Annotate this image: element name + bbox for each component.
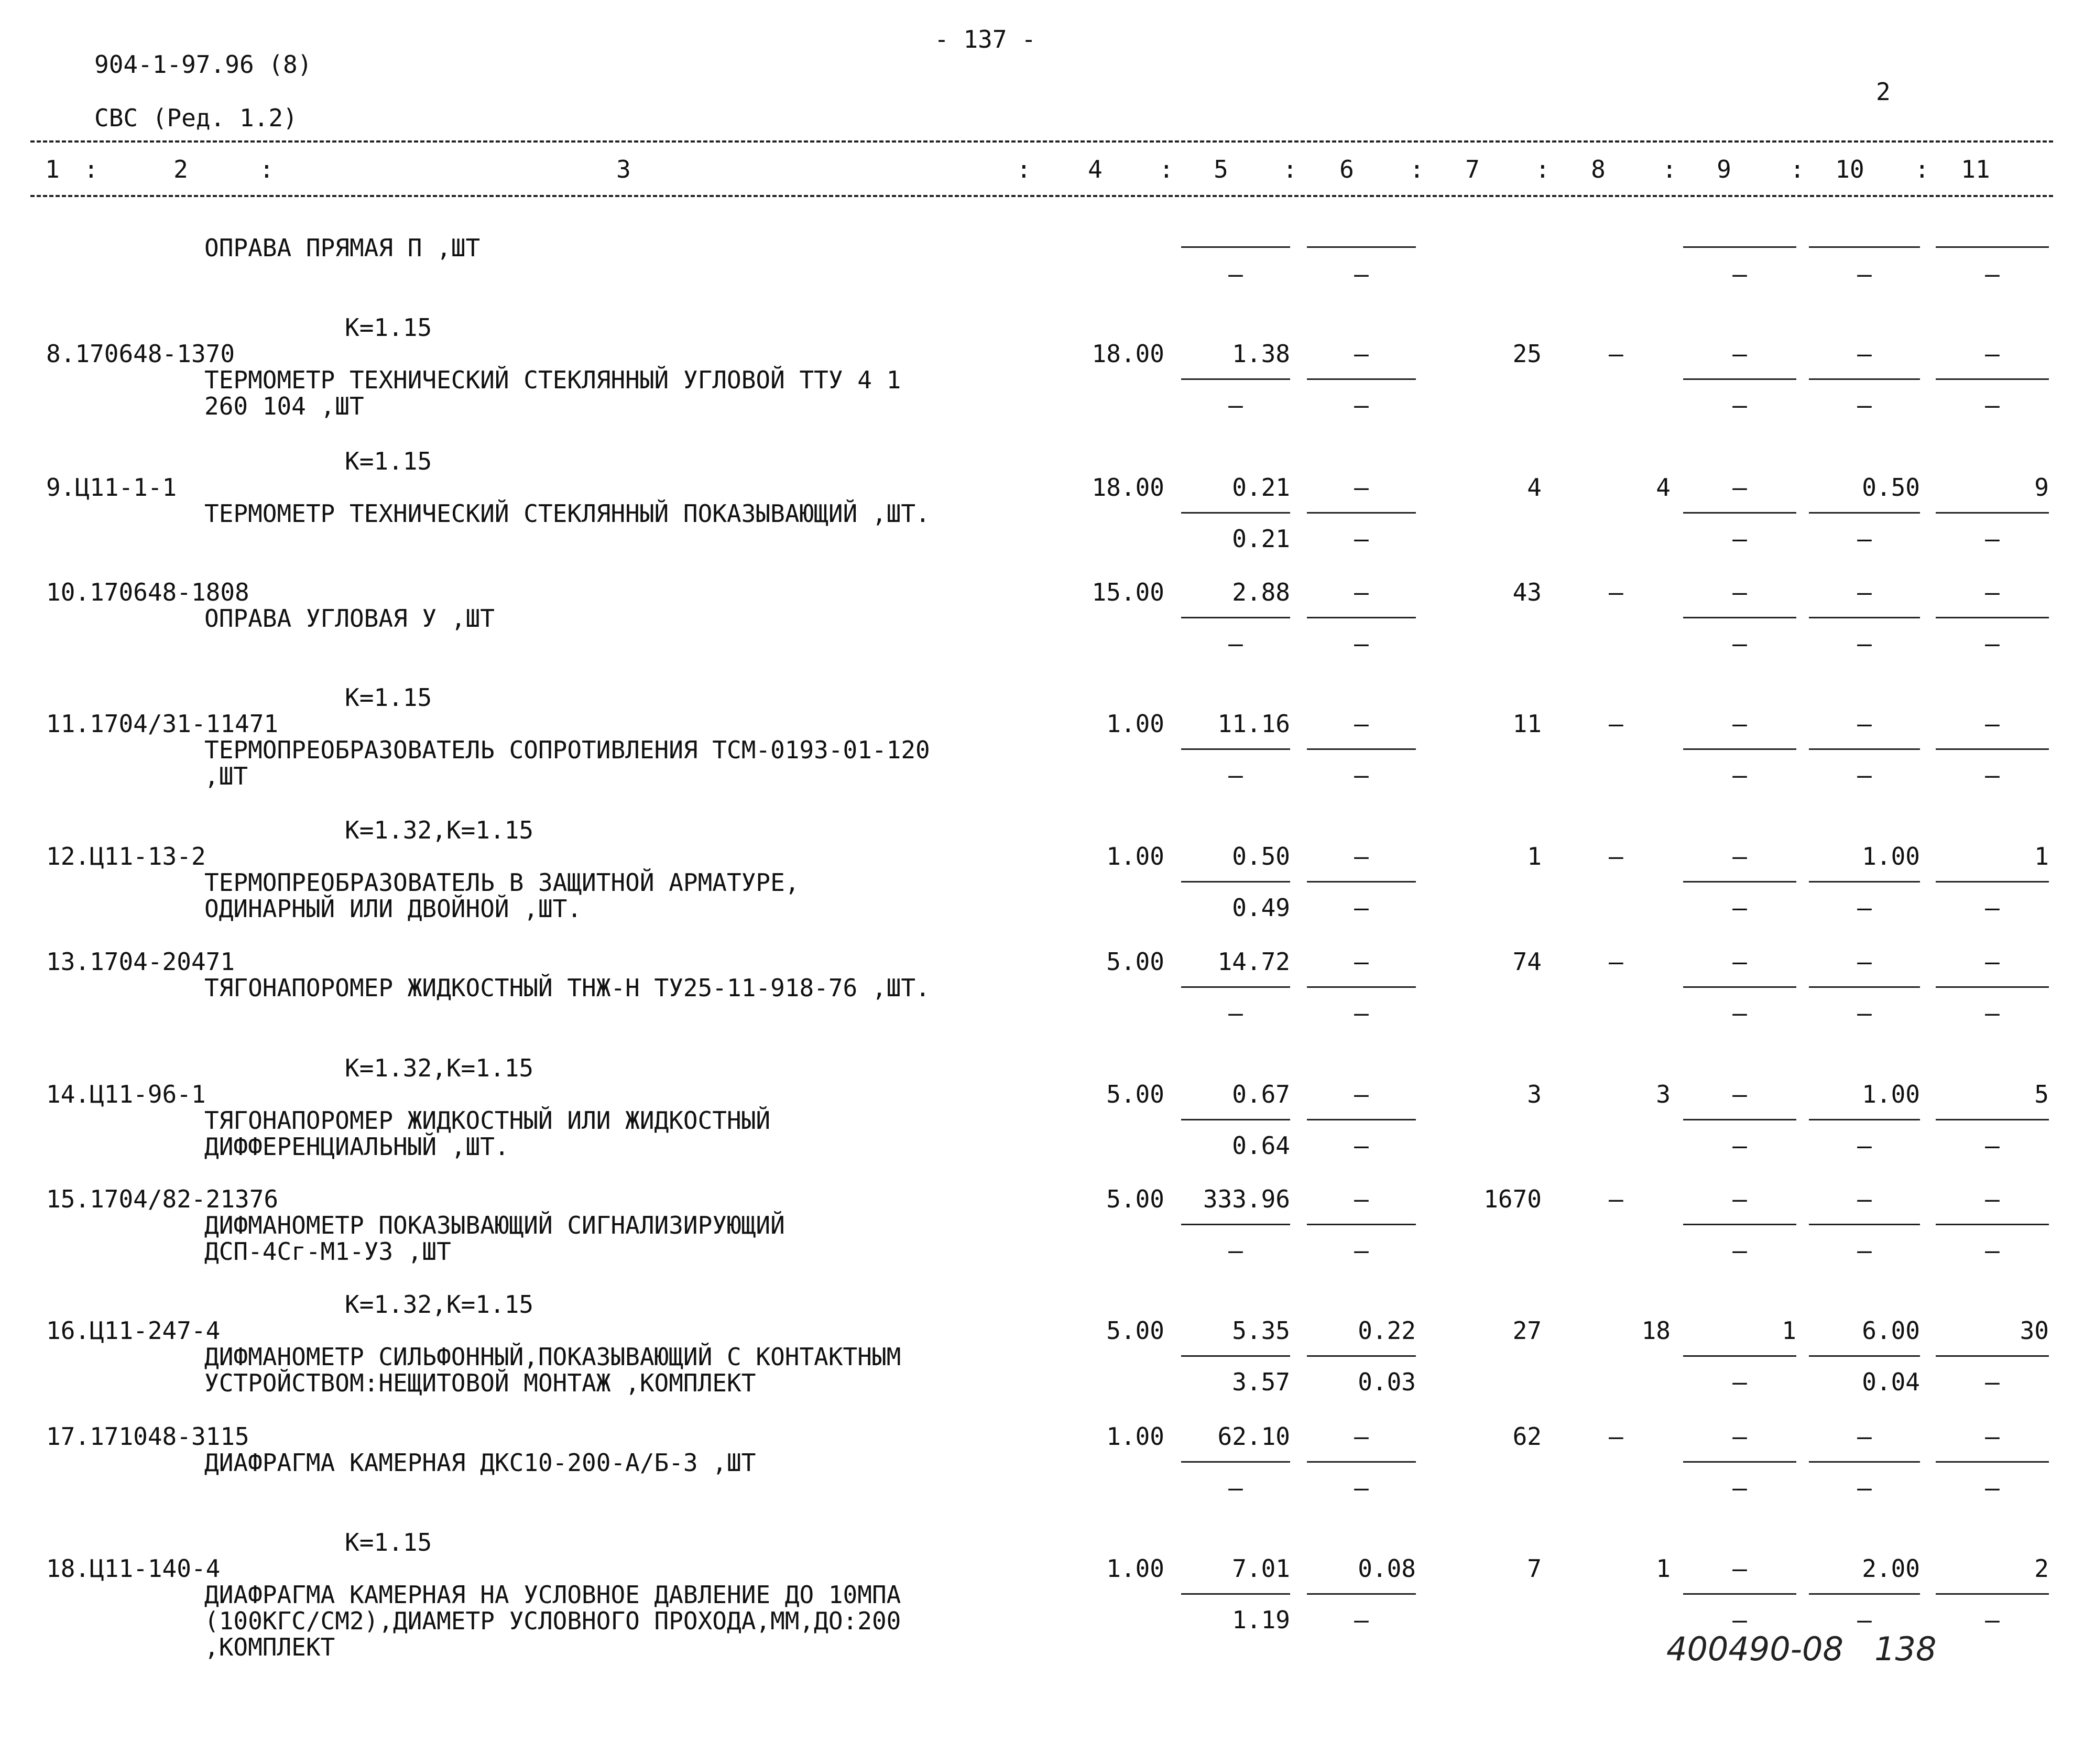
col7-value: 25 [1512, 340, 1542, 368]
fraction-rule [1809, 881, 1920, 883]
col10-value: – [1857, 1422, 1872, 1451]
col8-value: – [1609, 1185, 1623, 1213]
fraction-rule [1181, 1593, 1290, 1595]
quantity-value: 5.00 [1106, 1185, 1164, 1213]
fraction-rule [1307, 246, 1416, 248]
col10-lower-value: – [1857, 1474, 1872, 1502]
col6-lower-value: – [1354, 1474, 1369, 1502]
col11-value: 9 [2034, 473, 2049, 502]
row-description-line: ,ШТ [204, 762, 248, 790]
col10-value: 1.00 [1862, 842, 1920, 870]
column-separator: : [1790, 155, 1805, 183]
row-description-line: ,КОМПЛЕКТ [204, 1633, 335, 1661]
fraction-rule [1181, 512, 1290, 514]
quantity-value: 1.00 [1106, 1554, 1164, 1583]
col6-value: – [1354, 948, 1369, 976]
row-description-line: ОПРАВА УГЛОВАЯ У ,ШТ [204, 604, 495, 633]
continued-item-lower-value: – [1732, 260, 1747, 288]
row-coefficient: К=1.15 [345, 447, 432, 475]
col6-value: – [1354, 1185, 1369, 1213]
row-code: 14.Ц11-96-1 [46, 1080, 206, 1108]
col6-lower-value: 0.03 [1358, 1368, 1416, 1396]
column-separator: : [1662, 155, 1677, 183]
col6-value: 0.08 [1358, 1554, 1416, 1583]
row-description-line: ДИФМАНОМЕТР ПОКАЗЫВАЮЩИЙ СИГНАЛИЗИРУЮЩИЙ [204, 1211, 785, 1239]
column-header-2: 2 [173, 155, 188, 183]
col6-value: – [1354, 340, 1369, 368]
fraction-rule [1936, 617, 2049, 618]
doc-code: 904-1-97.96 (8) [94, 50, 312, 79]
col11-lower-value: – [1985, 1368, 2000, 1396]
column-header-5: 5 [1214, 155, 1228, 183]
column-header-10: 10 [1835, 155, 1864, 183]
col7-value: 7 [1527, 1554, 1542, 1583]
row-description-line: ДИАФРАГМА КАМЕРНАЯ НА УСЛОВНОЕ ДАВЛЕНИЕ ДО 10МПА [204, 1581, 901, 1609]
handwritten-note: 400490-08 138 [1666, 1630, 1937, 1668]
col6-lower-value: – [1354, 629, 1369, 658]
col6-lower-value: – [1354, 999, 1369, 1027]
row-code: 11.1704/31-11471 [46, 710, 279, 738]
col9-lower-value: – [1732, 1368, 1747, 1396]
fraction-rule [1809, 1355, 1920, 1357]
col6-value: – [1354, 842, 1369, 870]
fraction-rule [1683, 512, 1796, 514]
fraction-rule [1683, 1593, 1796, 1595]
col5-lower-value: – [1228, 629, 1243, 658]
col5-value: 14.72 [1217, 948, 1290, 976]
fraction-rule [1181, 1355, 1290, 1357]
row-description-line: ОДИНАРНЫЙ ИЛИ ДВОЙНОЙ ,ШТ. [204, 895, 582, 923]
col9-value: – [1732, 948, 1747, 976]
fraction-rule [1809, 378, 1920, 380]
fraction-rule [1683, 881, 1796, 883]
col10-lower-value: – [1857, 1236, 1872, 1265]
column-header-11: 11 [1961, 155, 1990, 183]
col11-lower-value: – [1985, 999, 2000, 1027]
fraction-rule [1683, 246, 1796, 248]
fraction-rule [1307, 986, 1416, 988]
col9-lower-value: – [1732, 894, 1747, 922]
row-coefficient: К=1.15 [345, 1528, 432, 1556]
header-bottom-rule [30, 195, 2053, 197]
quantity-value: 15.00 [1092, 578, 1164, 606]
col7-value: 62 [1512, 1422, 1542, 1451]
continued-item-name: ОПРАВА ПРЯМАЯ П ,ШТ [204, 234, 481, 262]
fraction-rule [1936, 881, 2049, 883]
quantity-value: 1.00 [1106, 842, 1164, 870]
col7-value: 3 [1527, 1080, 1542, 1108]
fraction-rule [1809, 246, 1920, 248]
col11-lower-value: – [1985, 1606, 2000, 1634]
col7-value: 74 [1512, 948, 1542, 976]
column-separator: : [1017, 155, 1031, 183]
row-description-line: ТЕРМОПРЕОБРАЗОВАТЕЛЬ СОПРОТИВЛЕНИЯ ТСМ-0193-01-120 [204, 736, 930, 764]
col11-lower-value: – [1985, 391, 2000, 419]
col5-value: 5.35 [1232, 1316, 1290, 1345]
fraction-rule [1307, 1461, 1416, 1463]
col8-value: 4 [1656, 473, 1671, 502]
column-separator: : [84, 155, 99, 183]
row-description-line: ТЯГОНАПОРОМЕР ЖИДКОСТНЫЙ ИЛИ ЖИДКОСТНЫЙ [204, 1106, 771, 1135]
fraction-rule [1936, 512, 2049, 514]
fraction-rule [1307, 1593, 1416, 1595]
fraction-rule [1307, 617, 1416, 618]
row-description-line: ДСП-4Сг-М1-УЗ ,ШТ [204, 1237, 451, 1266]
col9-lower-value: – [1732, 629, 1747, 658]
continued-item-lower-value: – [1228, 260, 1243, 288]
row-code: 9.Ц11-1-1 [46, 473, 177, 502]
row-coefficient: К=1.15 [345, 683, 432, 712]
col11-lower-value: – [1985, 1131, 2000, 1160]
fraction-rule [1181, 1224, 1290, 1225]
col8-value: 3 [1656, 1080, 1671, 1108]
row-description-line: ДИФМАНОМЕТР СИЛЬФОННЫЙ,ПОКАЗЫВАЮЩИЙ С КОНТАКТНЫМ [204, 1343, 901, 1371]
col5-value: 0.21 [1232, 473, 1290, 502]
col6-value: – [1354, 710, 1369, 738]
fraction-rule [1181, 617, 1290, 618]
fraction-rule [1809, 986, 1920, 988]
column-separator: : [259, 155, 274, 183]
fraction-rule [1809, 512, 1920, 514]
col9-lower-value: – [1732, 391, 1747, 419]
continued-item-lower-value: – [1354, 260, 1369, 288]
column-header-9: 9 [1717, 155, 1731, 183]
quantity-value: 18.00 [1092, 473, 1164, 502]
col11-value: – [1985, 948, 2000, 976]
col5-lower-value: – [1228, 1474, 1243, 1502]
col6-lower-value: – [1354, 1131, 1369, 1160]
col8-value: 18 [1641, 1316, 1671, 1345]
col5-lower-value: 0.64 [1232, 1131, 1290, 1160]
col9-value: – [1732, 578, 1747, 606]
col5-value: 7.01 [1232, 1554, 1290, 1583]
col11-lower-value: – [1985, 525, 2000, 553]
fraction-rule [1307, 512, 1416, 514]
col6-value: – [1354, 1080, 1369, 1108]
fraction-rule [1181, 378, 1290, 380]
col6-lower-value: – [1354, 525, 1369, 553]
header-top-rule [30, 140, 2053, 143]
col6-lower-value: – [1354, 391, 1369, 419]
col6-lower-value: – [1354, 761, 1369, 789]
row-code: 16.Ц11-247-4 [46, 1316, 221, 1345]
fraction-rule [1307, 378, 1416, 380]
fraction-rule [1307, 1355, 1416, 1357]
col11-lower-value: – [1985, 1236, 2000, 1265]
col11-value: – [1985, 1422, 2000, 1451]
row-coefficient: К=1.32,К=1.15 [345, 1054, 534, 1082]
col9-value: – [1732, 710, 1747, 738]
fraction-rule [1683, 748, 1796, 750]
row-description-line: ДИФФЕРЕНЦИАЛЬНЫЙ ,ШТ. [204, 1133, 509, 1161]
col9-value: – [1732, 340, 1747, 368]
col5-lower-value: 3.57 [1232, 1368, 1290, 1396]
col10-lower-value: – [1857, 525, 1872, 553]
fraction-rule [1683, 1224, 1796, 1225]
col10-lower-value: – [1857, 999, 1872, 1027]
col11-value: 30 [2020, 1316, 2049, 1345]
row-code: 15.1704/82-21376 [46, 1185, 279, 1213]
fraction-rule [1809, 748, 1920, 750]
fraction-rule [1181, 1119, 1290, 1120]
row-code: 17.171048-3115 [46, 1422, 249, 1451]
col6-lower-value: – [1354, 1606, 1369, 1634]
col8-value: 1 [1656, 1554, 1671, 1583]
fraction-rule [1683, 1461, 1796, 1463]
column-separator: : [1283, 155, 1297, 183]
fraction-rule [1809, 1119, 1920, 1120]
doc-edition: СВС (Ред. 1.2) [94, 104, 298, 132]
row-coefficient: К=1.15 [345, 313, 432, 342]
col6-value: – [1354, 578, 1369, 606]
fraction-rule [1936, 1355, 2049, 1357]
col10-lower-value: – [1857, 391, 1872, 419]
column-separator: : [1159, 155, 1174, 183]
column-header-3: 3 [616, 155, 631, 183]
fraction-rule [1809, 617, 1920, 618]
col5-value: 333.96 [1203, 1185, 1290, 1213]
col6-value: – [1354, 1422, 1369, 1451]
col5-lower-value: 0.49 [1232, 894, 1290, 922]
col7-value: 11 [1512, 710, 1542, 738]
col11-value: – [1985, 578, 2000, 606]
col9-lower-value: – [1732, 999, 1747, 1027]
quantity-value: 5.00 [1106, 948, 1164, 976]
col10-value: 6.00 [1862, 1316, 1920, 1345]
fraction-rule [1936, 1224, 2049, 1225]
fraction-rule [1307, 1224, 1416, 1225]
fraction-rule [1809, 1224, 1920, 1225]
col11-lower-value: – [1985, 894, 2000, 922]
col10-value: 0.50 [1862, 473, 1920, 502]
col7-value: 43 [1512, 578, 1542, 606]
fraction-rule [1683, 1355, 1796, 1357]
col7-value: 1 [1527, 842, 1542, 870]
fraction-rule [1683, 378, 1796, 380]
col10-value: – [1857, 710, 1872, 738]
col11-lower-value: – [1985, 761, 2000, 789]
fraction-rule [1936, 246, 2049, 248]
col9-lower-value: – [1732, 1474, 1747, 1502]
fraction-rule [1936, 986, 2049, 988]
col8-value: – [1609, 842, 1623, 870]
quantity-value: 1.00 [1106, 1422, 1164, 1451]
col11-lower-value: – [1985, 1474, 2000, 1502]
row-description-line: УСТРОЙСТВОМ:НЕЩИТОВОЙ МОНТАЖ ,КОМПЛЕКТ [204, 1369, 756, 1397]
col9-value: – [1732, 1185, 1747, 1213]
col10-lower-value: – [1857, 629, 1872, 658]
col8-value: – [1609, 340, 1623, 368]
col5-value: 2.88 [1232, 578, 1290, 606]
col9-lower-value: – [1732, 525, 1747, 553]
quantity-value: 1.00 [1106, 710, 1164, 738]
row-code: 10.170648-1808 [46, 578, 249, 606]
fraction-rule [1809, 1461, 1920, 1463]
col5-value: 62.10 [1217, 1422, 1290, 1451]
column-header-8: 8 [1591, 155, 1606, 183]
col8-value: – [1609, 1422, 1623, 1451]
col11-value: – [1985, 710, 2000, 738]
col10-value: – [1857, 948, 1872, 976]
col9-lower-value: – [1732, 761, 1747, 789]
fraction-rule [1307, 1119, 1416, 1120]
col10-value: – [1857, 578, 1872, 606]
fraction-rule [1936, 1461, 2049, 1463]
fraction-rule [1936, 748, 2049, 750]
col5-value: 11.16 [1217, 710, 1290, 738]
fraction-rule [1307, 748, 1416, 750]
fraction-rule [1683, 617, 1796, 618]
row-description-line: ТЕРМОМЕТР ТЕХНИЧЕСКИЙ СТЕКЛЯННЫЙ ПОКАЗЫВАЮЩИЙ ,ШТ. [204, 499, 930, 528]
col11-value: 2 [2034, 1554, 2049, 1583]
col5-lower-value: 0.21 [1232, 525, 1290, 553]
fraction-rule [1181, 986, 1290, 988]
col10-value: 2.00 [1862, 1554, 1920, 1583]
col11-value: 1 [2034, 842, 2049, 870]
col11-value: – [1985, 1185, 2000, 1213]
col9-value: 1 [1782, 1316, 1796, 1345]
col5-lower-value: – [1228, 1236, 1243, 1265]
fraction-rule [1307, 881, 1416, 883]
col5-lower-value: – [1228, 391, 1243, 419]
col9-value: – [1732, 1554, 1747, 1583]
col5-lower-value: 1.19 [1232, 1606, 1290, 1634]
fraction-rule [1936, 378, 2049, 380]
col5-value: 0.50 [1232, 842, 1290, 870]
fraction-rule [1936, 1593, 2049, 1595]
col9-lower-value: – [1732, 1236, 1747, 1265]
col10-lower-value: – [1857, 761, 1872, 789]
col5-lower-value: – [1228, 999, 1243, 1027]
col5-value: 0.67 [1232, 1080, 1290, 1108]
row-code: 18.Ц11-140-4 [46, 1554, 221, 1583]
col9-value: – [1732, 473, 1747, 502]
column-header-4: 4 [1088, 155, 1103, 183]
col9-lower-value: – [1732, 1131, 1747, 1160]
col10-lower-value: – [1857, 1606, 1872, 1634]
col10-value: – [1857, 1185, 1872, 1213]
col11-lower-value: – [1985, 629, 2000, 658]
column-header-7: 7 [1465, 155, 1480, 183]
col10-value: 1.00 [1862, 1080, 1920, 1108]
row-description-line: ДИАФРАГМА КАМЕРНАЯ ДКС10-200-А/Б-3 ,ШТ [204, 1449, 756, 1477]
col6-value: 0.22 [1358, 1316, 1416, 1345]
col6-value: – [1354, 473, 1369, 502]
column-separator: : [1915, 155, 1929, 183]
page-number: - 137 - [934, 25, 1036, 53]
row-code: 12.Ц11-13-2 [46, 842, 206, 870]
col7-value: 1670 [1483, 1185, 1542, 1213]
col8-value: – [1609, 710, 1623, 738]
quantity-value: 5.00 [1106, 1316, 1164, 1345]
continued-item-lower-value: – [1985, 260, 2000, 288]
row-description-line: ТЕРМОМЕТР ТЕХНИЧЕСКИЙ СТЕКЛЯННЫЙ УГЛОВОЙ ТТУ 4 1 [204, 366, 901, 394]
col7-value: 27 [1512, 1316, 1542, 1345]
row-code: 8.170648-1370 [46, 340, 235, 368]
row-description-line: ТЕРМОПРЕОБРАЗОВАТЕЛЬ В ЗАЩИТНОЙ АРМАТУРЕ, [204, 868, 800, 897]
fraction-rule [1181, 881, 1290, 883]
col8-value: – [1609, 948, 1623, 976]
col9-value: – [1732, 1422, 1747, 1451]
col9-value: – [1732, 1080, 1747, 1108]
col10-value: – [1857, 340, 1872, 368]
fraction-rule [1809, 1593, 1920, 1595]
row-coefficient: К=1.32,К=1.15 [345, 816, 534, 844]
fraction-rule [1181, 748, 1290, 750]
fraction-rule [1181, 246, 1290, 248]
sheet-mark: 2 [1876, 78, 1891, 106]
col5-lower-value: – [1228, 761, 1243, 789]
col8-value: – [1609, 578, 1623, 606]
row-description-line: (100КГС/СМ2),ДИАМЕТР УСЛОВНОГО ПРОХОДА,ММ,ДО:200 [204, 1607, 901, 1635]
quantity-value: 18.00 [1092, 340, 1164, 368]
row-description-line: ТЯГОНАПОРОМЕР ЖИДКОСТНЫЙ ТНЖ-Н ТУ25-11-918-76 ,ШТ. [204, 974, 930, 1002]
row-description-line: 260 104 ,ШТ [204, 392, 364, 420]
col10-lower-value: – [1857, 1131, 1872, 1160]
column-header-1: 1 [45, 155, 60, 183]
quantity-value: 5.00 [1106, 1080, 1164, 1108]
column-separator: : [1535, 155, 1550, 183]
continued-item-lower-value: – [1857, 260, 1872, 288]
col11-value: – [1985, 340, 2000, 368]
column-header-6: 6 [1339, 155, 1354, 183]
col9-value: – [1732, 842, 1747, 870]
col10-lower-value: – [1857, 894, 1872, 922]
fraction-rule [1181, 1461, 1290, 1463]
fraction-rule [1936, 1119, 2049, 1120]
row-code: 13.1704-20471 [46, 948, 235, 976]
fraction-rule [1683, 1119, 1796, 1120]
col5-value: 1.38 [1232, 340, 1290, 368]
col6-lower-value: – [1354, 894, 1369, 922]
fraction-rule [1683, 986, 1796, 988]
col7-value: 4 [1527, 473, 1542, 502]
row-coefficient: К=1.32,К=1.15 [345, 1290, 534, 1319]
col11-value: 5 [2034, 1080, 2049, 1108]
col6-lower-value: – [1354, 1236, 1369, 1265]
column-separator: : [1410, 155, 1424, 183]
col9-lower-value: – [1732, 1606, 1747, 1634]
col10-lower-value: 0.04 [1862, 1368, 1920, 1396]
